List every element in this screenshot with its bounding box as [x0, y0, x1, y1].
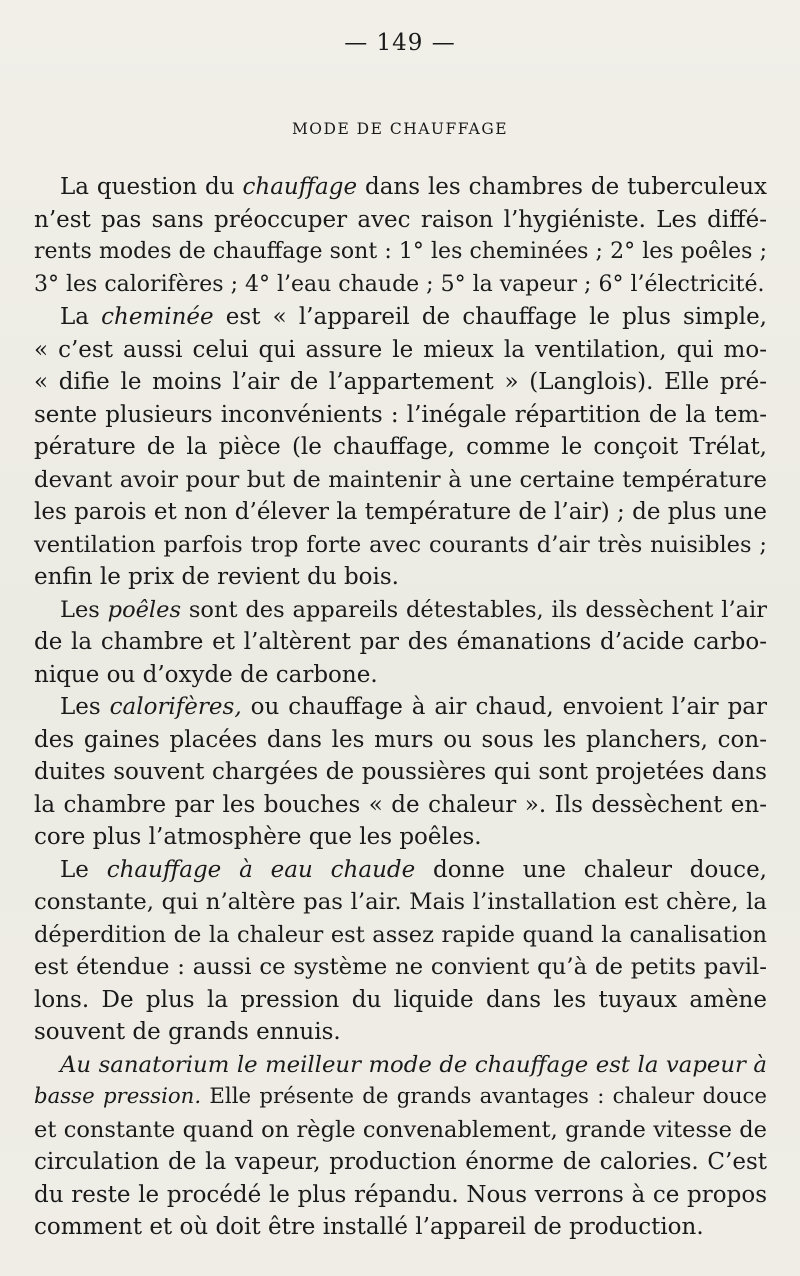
text-segment: core plus l’atmosphère que les poêles.: [34, 824, 482, 850]
text-segment: Elle présente de grands avantages : chaleur douce: [201, 1084, 767, 1109]
section-title: MODE DE CHAUFFAGE: [291, 120, 509, 138]
italic-text: chauffage: [242, 174, 358, 200]
italic-text: poêles: [107, 596, 181, 623]
text-line: [34, 431, 767, 464]
italic-text: basse pression.: [34, 1084, 202, 1109]
text-line: [34, 1114, 767, 1147]
text-line: [34, 561, 767, 594]
text-segment: les parois et non d’élever la température de l’air) ; de plus une: [34, 499, 767, 525]
text-line: [34, 594, 767, 627]
text-segment: duites souvent chargées de poussières qui sont projetées dans: [34, 759, 767, 785]
italic-text: calorifères,: [109, 694, 242, 720]
text-segment: devant avoir pour but de maintenir à une certaine température: [34, 466, 767, 493]
text-segment: rents modes de chauffage sont : 1° les cheminées ; 2° les poêles ;: [34, 239, 767, 264]
text-line: [34, 659, 767, 692]
text-segment: 3° les calorifères ; 4° l’eau chaude ; 5° la vapeur ; 6° l’électricité.: [34, 271, 765, 297]
italic-text: cheminée: [101, 304, 214, 330]
text-segment: sente plusieurs inconvénients : l’inégale répartition de la tem-: [34, 401, 767, 428]
text-segment: n’est pas sans préoccuper avec raison l’hygiéniste. Les diffé-: [34, 206, 767, 233]
text-segment: dans les chambres de tuberculeux: [357, 174, 767, 200]
text-segment: est « l’appareil de chauffage le plus simple,: [213, 304, 767, 330]
body-text: [34, 171, 767, 1244]
text-segment: la chambre par les bouches « de chaleur ». Ils dessèchent en-: [34, 791, 767, 818]
text-segment: La: [60, 304, 102, 330]
text-segment: La question du: [60, 174, 243, 200]
text-line: [34, 236, 767, 269]
text-line: [34, 171, 767, 204]
text-line: [34, 724, 767, 757]
text-line: [34, 399, 767, 432]
text-segment: des gaines placées dans les murs ou sous les planchers, con-: [34, 726, 767, 753]
text-segment: de la chambre et l’altèrent par des émanations d’acide carbo-: [34, 629, 767, 655]
text-segment: constante, qui n’altère pas l’air. Mais l’installation est chère, la: [34, 889, 767, 915]
text-line: [34, 626, 767, 659]
text-segment: « c’est aussi celui qui assure le mieux la ventilation, qui mo-: [34, 336, 767, 363]
text-line: [34, 204, 767, 237]
text-line: [34, 789, 767, 822]
text-line: [34, 1081, 767, 1114]
text-segment: comment et où doit être installé l’appareil de production.: [34, 1214, 704, 1240]
text-line: [34, 1146, 767, 1179]
text-segment: déperdition de la chaleur est assez rapide quand la canalisation: [34, 921, 767, 948]
text-segment: et constante quand on règle convenablement, grande vitesse de: [34, 1116, 767, 1143]
text-line: [34, 529, 767, 562]
text-line: [34, 334, 767, 367]
italic-text: chauffage à eau chaude: [106, 856, 416, 883]
text-segment: Les: [60, 694, 110, 720]
text-line: [34, 919, 767, 952]
text-segment: souvent de grands ennuis.: [34, 1019, 341, 1045]
text-segment: « difie le moins l’air de l’appartement » (Langlois). Elle pré-: [34, 369, 767, 395]
text-segment: Les: [60, 596, 108, 623]
text-segment: lons. De plus la pression du liquide dans les tuyaux amène: [34, 986, 767, 1013]
page-number: — 149 —: [344, 30, 456, 56]
text-line: [34, 821, 767, 854]
text-line: [34, 366, 767, 399]
text-line: [34, 756, 767, 789]
text-line: [34, 464, 767, 497]
text-line: [34, 301, 767, 334]
text-segment: pérature de la pièce (le chauffage, comme le conçoit Trélat,: [34, 434, 767, 460]
text-line: [34, 951, 767, 984]
text-line: [34, 691, 767, 724]
text-line: [34, 1179, 767, 1212]
text-segment: circulation de la vapeur, production énorme de calories. C’est: [34, 1149, 767, 1175]
italic-text: Au sanatorium le meilleur mode de chauffage est la vapeur à: [60, 1051, 767, 1078]
text-segment: est étendue : aussi ce système ne convient qu’à de petits pavil-: [34, 954, 767, 980]
text-segment: nique ou d’oxyde de carbone.: [34, 661, 378, 688]
text-line: [34, 496, 767, 529]
text-line: [34, 984, 767, 1017]
text-line: [34, 1211, 767, 1244]
text-segment: Le: [60, 856, 107, 883]
text-line: [34, 886, 767, 919]
text-segment: ventilation parfois trop forte avec courants d’air très nuisibles ;: [34, 531, 767, 558]
text-segment: sont des appareils détestables, ils dessèchent l’air: [181, 596, 767, 623]
text-segment: ou chauffage à air chaud, envoient l’air par: [241, 694, 767, 720]
text-line: [34, 854, 767, 887]
text-segment: du reste le procédé le plus répandu. Nous verrons à ce propos: [34, 1181, 767, 1208]
text-line: [34, 269, 767, 302]
text-line: [34, 1016, 767, 1049]
text-segment: enfin le prix de revient du bois.: [34, 564, 399, 590]
text-segment: donne une chaleur douce,: [415, 856, 767, 883]
text-line: [34, 1049, 767, 1082]
